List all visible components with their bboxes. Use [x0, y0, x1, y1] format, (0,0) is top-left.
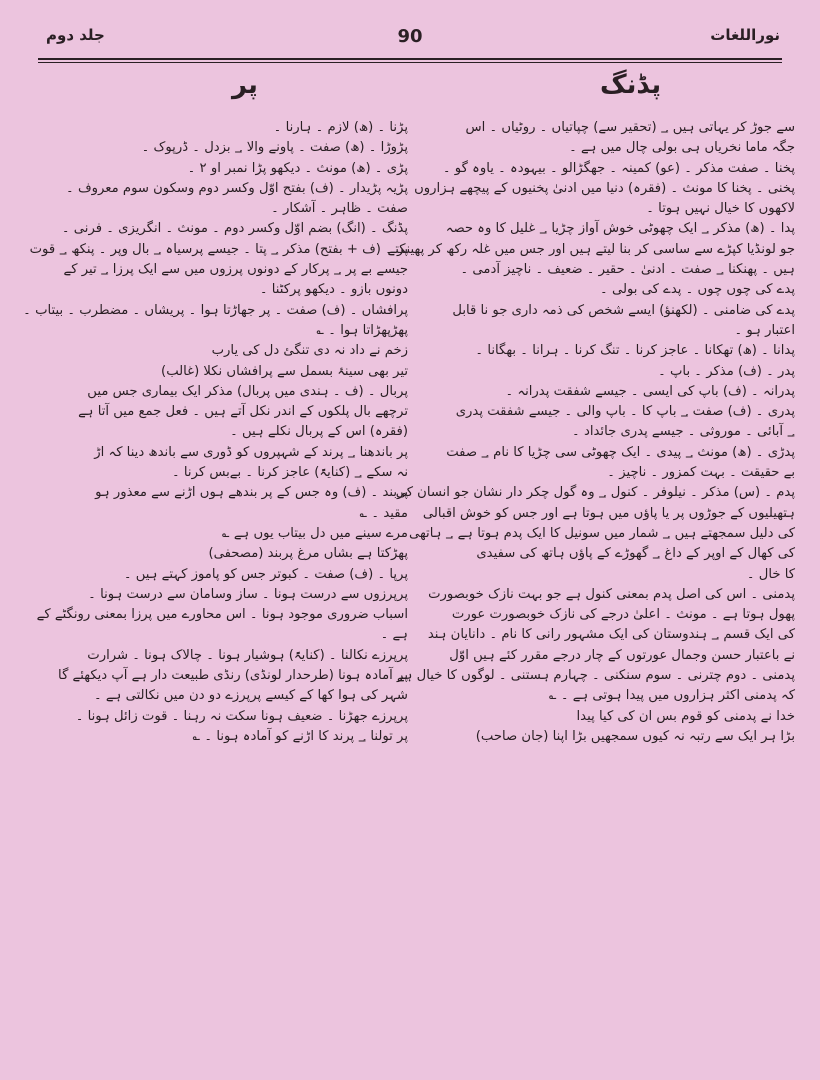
entry-line: پڑی ۔ (ھ) مونث ۔ دیکھو پڑا نمبر او ۲ ۔ [187, 160, 408, 176]
entry-line: پدمنی ۔ اس کی اصل پدم بمعنی کنول ہے جو بہت نازک خوبصورت [428, 586, 795, 602]
volume-label: جلد دوم [46, 26, 105, 44]
entry-line: پھڑپھڑاتا ہوا ۔ ؎ [316, 322, 408, 338]
entry-line: کی ایک قسم ؀ ہندوستان کی ایک مشہور رانی کا نام ۔ دانایان ہند [427, 627, 795, 643]
entry-line: ترچھے بال پلکوں کے اندر نکل آتے ہیں ۔ فعل جمع میں آتا ہے [78, 404, 408, 420]
entry-line: اعتبار ہو ۔ [734, 322, 795, 338]
entry-line: صفت ۔ ظاہر ۔ آشکار ۔ [271, 201, 408, 217]
entry-line: جگہ ماما نخریاں ہی بولی چال میں ہے ۔ [569, 140, 795, 156]
entry-line: پھول ہوتا ہے ۔ مونث ۔ اعلیٰ درجے کی نازک خوبصورت عورت [451, 607, 795, 623]
entry-line: پدمنی ۔ دوم چترنی ۔ سوم سنکنی ۔ چہارم ہستنی ۔ لوگوں کا خیال ہے [397, 668, 795, 684]
entry-line: زخم نے داد نہ دی تنگئ دل کی یارب [211, 343, 408, 359]
entry-line: پرافشاں ۔ (ف) صفت ۔ پر جھاڑتا ہوا ۔ پریشاں ۔ مضطرب ۔ بیتاب ۔ [23, 302, 408, 318]
entry-line: شہر کی ہوا کھا کے کیسے پرپرزے دو دن میں نکالتی ہے ۔ [94, 688, 408, 704]
entry-line: مرے سینے میں دل بیتاب یوں ہے ؎ [221, 525, 408, 541]
entry-line: دونوں بازو ۔ دیکھو پرکٹنا ۔ [259, 282, 408, 298]
entry-line: پخنی ۔ پخنا کا مونث ۔ (فقرہ) دنیا میں ادنیٰ پخنیوں کے پیچھے ہزاروں [414, 180, 795, 196]
entry-line: ہے ۔ [380, 627, 408, 643]
entry-line: پرپرزوں سے درست ہونا ۔ ساز وسامان سے درست ہونا ۔ [88, 586, 408, 602]
entry-line: پھڑکتا ہے بشاں مرغ پربند (مصحفی) [208, 546, 408, 562]
entry-line: پر آمادہ ہونا (طرحدار لونڈی) رنڈی طبیعت دار ہے آپ دیکھئے گا [58, 668, 408, 684]
entry-line: ؀ آبائی ۔ موروثی ۔ جیسے پدری جائداد ۔ [572, 424, 795, 440]
header-rule-thin [38, 62, 782, 63]
entry-line: ہتھیلیوں کے جوڑوں پر یا پاؤں میں ہوتا ہے اور جس کو خوش اقبالی [422, 505, 795, 521]
entry-line: پربند ۔ (ف) وہ جس کے پر بندھے ہوں اڑنے سے معذور ہو [95, 485, 408, 501]
entry-line: اسباب ضروری موجود ہونا ۔ اس محاورے میں پرزا بمعنی رونگٹے کے [36, 607, 408, 623]
entry-line: پدری ۔ (ف) صفت ؀ باپ کا ۔ باپ والی ۔ جیسے شفقت پدری [455, 404, 795, 420]
entry-line: پڑوڑا ۔ (ھ) صفت ۔ پاونے والا ؀ بزدل ۔ ڈرپوک ۔ [141, 140, 408, 156]
entry-line: پر تولنا ؀ پرند کا اڑنے کو آمادہ ہونا ۔ ؎ [192, 728, 408, 744]
entry-line: خدا نے پدمنی کو قوم بس ان کی کیا پیدا [576, 708, 795, 724]
entry-line: سے جوڑ کر یہاتی ہیں ؀ (تحقیر سے) چپاتیاں ۔ روٹیاں ۔ اس [465, 120, 795, 135]
entry-line: (فقرہ) اس کے پربال نکلے ہیں ۔ [230, 424, 408, 440]
entry-line: پدڑی ۔ (ھ) مونث ؀ پیدی ۔ ایک چھوٹی سی چڑیا کا نام ؀ صفت [446, 444, 795, 460]
entry-line: بے حقیقت ۔ بہت کمزور ۔ ناچیز ۔ [607, 465, 795, 481]
entry-line: مقید ۔ ؎ [359, 505, 408, 521]
entry-line: پربال ۔ (ف ۔ ہندی میں پربال) مذکر ایک بیماری جس میں [87, 383, 408, 399]
entry-line: پدا ۔ (ھ) مذکر ؀ ایک چھوٹی خوش آواز چڑیا ؀ غلیل کا وہ حصہ [445, 221, 795, 237]
entry-line: پرپرزے جھڑنا ۔ ضعیف ہونا سکت نہ رہنا ۔ قوت زائل ہونا ۔ [75, 708, 408, 724]
entry-line: پرپرزے نکالنا ۔ (کنایۃً) ہوشیار ہونا ۔ چالاک ہونا ۔ شرارت [87, 647, 408, 663]
entry-line: نے باعتبار حسن وجمال عورتوں کے چار درجے مقرر کئے ہیں اوّل [449, 647, 795, 663]
entry-line: جیسے بے پر ؀ پرکار کے دونوں پرزوں میں سے ایک پرزا ؀ تیر کے [63, 262, 408, 278]
right-column-guideword: پڈنگ [600, 70, 662, 100]
entry-line: پدانا ۔ (ھ) تھکانا ۔ عاجز کرنا ۔ تنگ کرنا ۔ ہرانا ۔ بھگانا ۔ [475, 343, 795, 359]
left-column [23, 118, 408, 747]
entry-line: پڑنا ۔ (ھ) لازم ۔ ہارنا ۔ [273, 120, 408, 135]
page-number: 90 [397, 26, 423, 47]
right-column [387, 118, 795, 747]
entry-line: کا خال ۔ [746, 566, 795, 582]
entry-line: نہ سکے ؀ (کنایۃً) عاجز کرنا ۔ بےبس کرنا ۔ [171, 465, 408, 481]
entry-line: پر ۔ (ف + بفتح) مذکر ؀ پتا ۔ جیسے پرسیاہ ؀ بال وپر ۔ پنکھ ؀ قوت [29, 241, 408, 257]
entry-line: پدر ۔ (ف) مذکر ۔ باپ ۔ [658, 363, 795, 379]
entry-line: کہ پدمنی اکثر ہزاروں میں پیدا ہوتی ہے ۔ ؎ [548, 688, 795, 704]
entry-line: پدم ۔ (س) مذکر ۔ نیلوفر ۔ کنول ؀ وہ گول چکر دار نشان جو انسان کی [395, 485, 795, 501]
entry-line: پڈنگ ۔ (انگ) بضم اوّل وکسر دوم ۔ مونث ۔ انگریزی ۔ فرنی ۔ [61, 221, 408, 237]
entry-line: پخنا ۔ صفت مذکر ۔ (عو) کمینہ ۔ جھگڑالو ۔ بیہودہ ۔ یاوہ گو ۔ [442, 160, 795, 176]
entry-line: پدے کی چوں چوں ۔ پدے کی بولی ۔ [600, 282, 795, 298]
entry-line: پڑیہ پڑیدار ۔ (ف) بفتح اوّل وکسر دوم وسکون سوم معروف ۔ [66, 180, 408, 196]
entry-line: پدے کی ضامنی ۔ (لکھنؤ) ایسے شخص کی ذمہ داری جو نا قابل [452, 302, 795, 318]
entry-line: کی کھال کے اوپر کے داغ ؀ گھوڑے کے پاؤں ہاتھ کی سفیدی [476, 546, 795, 562]
entry-line: تیر بھی سینۂ بسمل سے پرافشاں نکلا (غالب) [161, 363, 408, 379]
entry-line: بڑا ہر ایک سے رتبہ نہ کیوں سمجھیں بڑا اپنا (جان صاحب) [475, 728, 795, 744]
left-column-guideword: پر [232, 70, 258, 100]
entry-line: کی دلیل سمجھتے ہیں ؀ شمار میں سونیل کا ایک پدم ہوتا ہے ؀ ہاتھی [408, 525, 795, 541]
entry-line: ہیں ۔ پھنکنا ؀ صفت ۔ ادنیٰ ۔ حقیر ۔ ضعیف ۔ ناچیز آدمی ۔ [460, 262, 795, 278]
entry-line: جو لونڈیا کپڑے سے ساسی کر بنا لیتے ہیں اور جس میں غلہ رکھ کر پھینکتے [387, 241, 795, 257]
entry-line: پر باندھنا ؀ پرند کے شہپروں کو ڈوری سے باندھ دینا کہ اڑ [94, 444, 408, 460]
entry-line: پرپا ۔ (ف) صفت ۔ کبوتر جس کو پاموز کہتے ہیں ۔ [123, 566, 408, 582]
header-rule [38, 58, 782, 60]
entry-line: پدرانہ ۔ (ف) باپ کی ایسی ۔ جیسے شفقت پدرانہ ۔ [505, 383, 795, 399]
entry-line: لاکھوں کا خیال نہیں ہوتا ۔ [646, 201, 795, 217]
book-title: نوراللغات [710, 26, 780, 44]
